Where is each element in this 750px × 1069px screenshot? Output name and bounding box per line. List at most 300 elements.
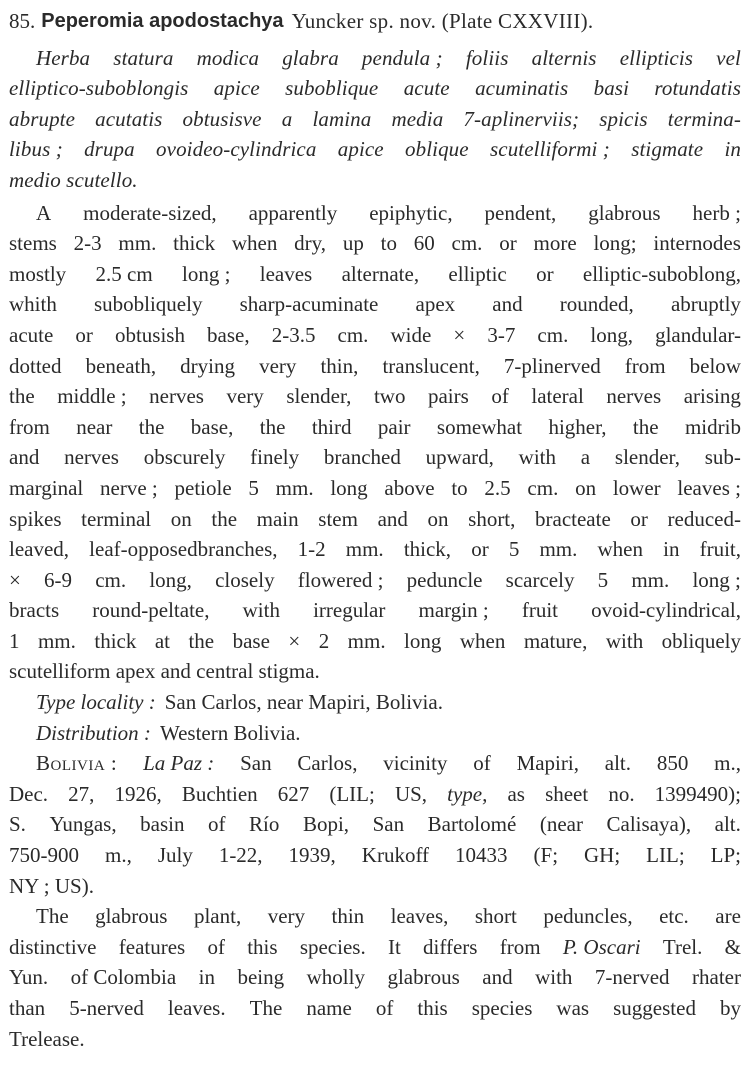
- word: 2: [318, 628, 330, 653]
- species-heading: [9, 6, 741, 37]
- word: lateral: [531, 384, 584, 409]
- word: The: [36, 904, 69, 929]
- word: name: [306, 996, 352, 1020]
- word: herb ;: [692, 200, 741, 225]
- word: pendent,: [484, 200, 557, 225]
- word: San: [240, 751, 272, 776]
- word: scarcely: [505, 567, 575, 592]
- type-locality-label: Type locality :: [36, 690, 156, 715]
- word: apice: [213, 76, 260, 101]
- word: libus ;: [9, 137, 63, 162]
- word: bracteate: [535, 506, 611, 531]
- word: this: [417, 996, 448, 1020]
- word: mostly: [9, 261, 67, 286]
- word: elliptic-suboblong,: [582, 261, 741, 286]
- word: 27,: [68, 781, 95, 806]
- word: by: [719, 996, 741, 1020]
- word: Krukoff: [361, 843, 430, 868]
- word: features: [118, 934, 186, 959]
- word: mm.: [37, 628, 76, 653]
- word: Yungas,: [49, 812, 117, 837]
- description-line: [9, 381, 741, 412]
- word: a: [281, 106, 293, 131]
- word: midrib: [684, 414, 741, 439]
- word: 750-900: [9, 843, 79, 868]
- word: leaves: [259, 261, 313, 286]
- word: mm.: [345, 537, 384, 562]
- word: alt.: [604, 751, 632, 776]
- word: differs: [423, 934, 478, 959]
- word: stigmate: [631, 137, 704, 162]
- diagnosis-line: [9, 134, 741, 165]
- word: mm.: [539, 537, 578, 562]
- word: base,: [207, 322, 250, 347]
- word: than: [9, 996, 46, 1020]
- word: in: [724, 137, 741, 162]
- english-description: [9, 198, 741, 688]
- word: ×: [9, 567, 21, 592]
- word: terminal: [81, 506, 152, 531]
- word: S.: [9, 812, 26, 837]
- word: petiole: [174, 475, 232, 500]
- word: with: [535, 965, 573, 990]
- word: epiphytic,: [369, 200, 453, 225]
- word: LIL;: [646, 843, 685, 868]
- word: or: [75, 322, 93, 347]
- word: cm.: [527, 475, 559, 500]
- word: fruit,: [699, 537, 741, 562]
- word: drupa: [84, 137, 135, 162]
- word: 10433: [455, 843, 508, 868]
- word: fruit: [521, 598, 558, 623]
- word: 5: [597, 567, 609, 592]
- word: species: [471, 996, 533, 1020]
- word: moderate-sized,: [83, 200, 217, 225]
- word: spikes: [9, 506, 62, 531]
- discussion-line: [9, 1024, 741, 1055]
- word: leaves ;: [677, 475, 741, 500]
- word: GH;: [584, 843, 621, 868]
- word: or: [536, 261, 554, 286]
- word: long ;: [182, 261, 231, 286]
- word: translucent,: [382, 353, 480, 378]
- word: with: [605, 628, 644, 653]
- word: leaved,: [9, 537, 70, 562]
- word: Trel.: [662, 934, 703, 959]
- word: base: [232, 628, 270, 653]
- word: obscurely: [143, 445, 226, 470]
- species-authority: Yuncker sp. nov. (Plate CXXVIII).: [291, 9, 594, 33]
- word: 2.5 cm: [95, 261, 153, 286]
- word: Dec.: [9, 781, 49, 806]
- word: was: [556, 996, 590, 1020]
- specimen-herbaria: NY ; US).: [9, 873, 94, 898]
- word: with: [242, 598, 280, 623]
- word: higher,: [548, 414, 607, 439]
- word: oblique: [405, 137, 469, 162]
- word: ×: [453, 322, 466, 347]
- word: alternate,: [341, 261, 420, 286]
- word: Calisaya),: [606, 812, 692, 837]
- word: when: [597, 537, 643, 562]
- word: above: [384, 475, 435, 500]
- description-line: [9, 656, 741, 687]
- word: a: [580, 445, 591, 470]
- word: slender,: [614, 445, 680, 470]
- word: alternis: [531, 45, 597, 70]
- word: suboblique: [285, 76, 379, 101]
- word: or: [499, 231, 517, 256]
- word: mm.: [347, 628, 386, 653]
- word: m.,: [104, 843, 132, 868]
- specimens-cited: [9, 748, 741, 901]
- word: short: [474, 904, 517, 929]
- word: scutelliform apex and central stigma.: [9, 659, 320, 684]
- word: sheet: [545, 781, 589, 806]
- word: long: [330, 475, 368, 500]
- description-line: [9, 595, 741, 626]
- word: peduncles,: [543, 904, 633, 929]
- word: statura: [113, 45, 174, 70]
- word: 627: [277, 781, 310, 806]
- word: sub-: [704, 445, 741, 470]
- word: whith: [9, 292, 57, 317]
- word: 1-22,: [218, 843, 263, 868]
- compared-taxon: P. Oscari: [562, 934, 641, 959]
- word: upward,: [425, 445, 494, 470]
- word: (near: [539, 812, 583, 837]
- word: thin: [331, 904, 365, 929]
- word: 5: [508, 537, 520, 562]
- word: the: [632, 414, 659, 439]
- word: near: [76, 414, 113, 439]
- word: somewhat: [436, 414, 523, 439]
- word: acutatis: [95, 106, 163, 131]
- word: and: [492, 292, 523, 317]
- word: flowered ;: [297, 567, 384, 592]
- word: rhater: [692, 965, 741, 990]
- word: short,: [468, 506, 516, 531]
- word: stem: [318, 506, 358, 531]
- word: The: [249, 996, 283, 1020]
- word: 7-nerved: [594, 965, 670, 990]
- description-line: [9, 626, 741, 657]
- word: alt.: [714, 812, 741, 837]
- word: sharp-acuminate: [239, 292, 379, 317]
- word: ×: [288, 628, 301, 653]
- word: 2.5: [484, 475, 511, 500]
- word: acute: [9, 322, 54, 347]
- word: or: [471, 537, 489, 562]
- word: long,: [590, 322, 633, 347]
- word: mature,: [523, 628, 588, 653]
- word: vicinity: [383, 751, 448, 776]
- word: elliptic: [448, 261, 507, 286]
- word: pair: [377, 414, 411, 439]
- word: no.: [608, 781, 635, 806]
- word: wholly: [306, 965, 365, 990]
- word: reduced-: [667, 506, 741, 531]
- word: medio scutello.: [9, 167, 138, 192]
- word: media: [391, 106, 444, 131]
- word: abrupte: [9, 106, 76, 131]
- word: Carlos,: [297, 751, 358, 776]
- word: finely: [250, 445, 300, 470]
- description-line: [9, 228, 741, 259]
- word: very: [267, 904, 306, 929]
- word: in: [663, 537, 680, 562]
- word: being: [237, 965, 285, 990]
- word: mm.: [631, 567, 670, 592]
- word: 7-plinerved: [503, 353, 601, 378]
- word: scutelliformi ;: [490, 137, 610, 162]
- word: distinctive: [9, 934, 97, 959]
- word: US,: [394, 781, 428, 806]
- word: base,: [190, 414, 234, 439]
- discussion-end: Trelease.: [9, 1026, 85, 1051]
- diagnosis-line: [9, 43, 741, 74]
- word: 3-7: [487, 322, 516, 347]
- word: on: [170, 506, 192, 531]
- word: of Colombia: [70, 965, 177, 990]
- word: Herba: [36, 45, 91, 70]
- word: irregular: [313, 598, 386, 623]
- description-line: [9, 534, 741, 565]
- word: bracts: [9, 598, 60, 623]
- word: the: [138, 414, 165, 439]
- word: thick: [173, 231, 216, 256]
- word: 60: [413, 231, 435, 256]
- description-line: [9, 259, 741, 290]
- word: third: [311, 414, 352, 439]
- word: cm.: [451, 231, 483, 256]
- discussion-line: [9, 962, 741, 993]
- word: branched: [323, 445, 401, 470]
- word: 1399490);: [654, 781, 741, 806]
- word: It: [387, 934, 401, 959]
- word: obtusisve: [182, 106, 262, 131]
- word: are: [715, 904, 741, 929]
- word: thick,: [403, 537, 452, 562]
- word: elliptico-suboblongis: [9, 76, 189, 101]
- type-locality: [9, 687, 741, 718]
- word: up: [342, 231, 364, 256]
- word: Buchtien: [181, 781, 258, 806]
- word: as: [507, 781, 525, 806]
- word: nerves: [149, 384, 204, 409]
- word: obliquely: [661, 628, 741, 653]
- word: ovoideo-cylindrica: [156, 137, 317, 162]
- word: 5: [248, 475, 259, 500]
- word: arising: [683, 384, 741, 409]
- specimen-line: [9, 840, 741, 871]
- word: and: [9, 445, 40, 470]
- word: foliis: [465, 45, 509, 70]
- specimen-line: [9, 779, 741, 810]
- word: long;: [593, 231, 637, 256]
- word: pairs: [427, 384, 469, 409]
- word: vel: [716, 45, 741, 70]
- word: stems: [9, 231, 57, 256]
- word: suggested: [613, 996, 696, 1020]
- word: rounded,: [559, 292, 634, 317]
- word: nerves: [64, 445, 119, 470]
- word: main: [256, 506, 299, 531]
- word: mm.: [275, 475, 314, 500]
- word: below: [689, 353, 741, 378]
- word: long,: [149, 567, 192, 592]
- word: 5-nerved: [69, 996, 144, 1020]
- word: to: [451, 475, 468, 500]
- word: basi: [593, 76, 630, 101]
- word: on: [575, 475, 597, 500]
- word: middle ;: [57, 384, 127, 409]
- word: 850: [656, 751, 689, 776]
- word: glabra: [282, 45, 339, 70]
- word: internodes: [653, 231, 741, 256]
- latin-diagnosis: [9, 43, 741, 196]
- word: modica: [196, 45, 260, 70]
- word: margin ;: [418, 598, 489, 623]
- specimen-line: [9, 809, 741, 840]
- word: July: [157, 843, 193, 868]
- description-line: [9, 565, 741, 596]
- word: glabrous: [588, 200, 661, 225]
- word: apparently: [248, 200, 338, 225]
- distribution-label: Distribution :: [36, 720, 151, 745]
- word: closely: [215, 567, 275, 592]
- word: plant,: [193, 904, 242, 929]
- department-label: La Paz :: [143, 751, 215, 776]
- word: &: [724, 934, 741, 959]
- word: of: [473, 751, 491, 776]
- word: Yun.: [9, 965, 49, 990]
- word: the: [188, 628, 215, 653]
- discussion: [9, 901, 741, 1054]
- discussion-line: [9, 993, 741, 1024]
- word: m.,: [714, 751, 741, 776]
- word: LP;: [710, 843, 741, 868]
- word: 7-aplinerviis;: [463, 106, 580, 131]
- description-line: [9, 289, 741, 320]
- word: species.: [299, 934, 366, 959]
- word: long ;: [692, 567, 741, 592]
- word: A: [36, 200, 52, 225]
- word: in: [198, 965, 215, 990]
- word: apice: [337, 137, 384, 162]
- word: leaf-opposedbranches,: [89, 537, 278, 562]
- word: abruptly: [670, 292, 741, 317]
- species-name: Peperomia apodostachya: [41, 10, 284, 32]
- word: acuminatis: [475, 76, 569, 101]
- word: of: [491, 384, 509, 409]
- word: pendula ;: [361, 45, 443, 70]
- specimen-line: [9, 748, 741, 779]
- word: two: [373, 384, 406, 409]
- word: of: [208, 812, 226, 837]
- word: basin: [140, 812, 185, 837]
- word: cm.: [95, 567, 127, 592]
- word: from: [624, 353, 666, 378]
- word: nerves: [606, 384, 662, 409]
- word: lamina: [312, 106, 372, 131]
- word: long: [404, 628, 442, 653]
- word: slender,: [286, 384, 352, 409]
- specimen-line: [9, 871, 741, 902]
- country-label: Bolivia :: [36, 751, 118, 776]
- description-line: [9, 504, 741, 535]
- word: ellipticis: [619, 45, 694, 70]
- word: ovoid-cylindrical,: [591, 598, 741, 623]
- description-line: [9, 198, 741, 229]
- word: (F;: [533, 843, 559, 868]
- word: 2-3: [73, 231, 102, 256]
- word: wide: [390, 322, 432, 347]
- word: glabrous: [387, 965, 460, 990]
- word: glabrous: [95, 904, 168, 929]
- discussion-line: [9, 901, 741, 932]
- description-line: [9, 412, 741, 443]
- word: and: [482, 965, 513, 990]
- diagnosis-line: [9, 165, 741, 196]
- word: when: [231, 231, 278, 256]
- description-line: [9, 442, 741, 473]
- word: acute: [403, 76, 450, 101]
- word: of: [207, 934, 225, 959]
- word: from: [9, 414, 50, 439]
- word: Bopi,: [302, 812, 350, 837]
- word: leaves.: [167, 996, 226, 1020]
- word: subobliquely: [93, 292, 203, 317]
- word: spicis: [599, 106, 648, 131]
- distribution: [9, 718, 741, 749]
- type-designation: type,: [447, 781, 488, 806]
- word: rotundatis: [654, 76, 741, 101]
- word: termina-: [667, 106, 741, 131]
- word: 1-2: [297, 537, 326, 562]
- word: marginal: [9, 475, 84, 500]
- word: lower: [612, 475, 661, 500]
- word: leaves,: [390, 904, 449, 929]
- word: to: [380, 231, 397, 256]
- word: Río: [249, 812, 280, 837]
- distribution-value: Western Bolivia.: [159, 720, 301, 745]
- word: nerve ;: [100, 475, 158, 500]
- word: very: [259, 353, 297, 378]
- word: beneath,: [85, 353, 157, 378]
- word: drying: [180, 353, 235, 378]
- word: obtusish: [114, 322, 185, 347]
- diagnosis-line: [9, 104, 741, 135]
- word: 1939,: [288, 843, 336, 868]
- word: San: [372, 812, 405, 837]
- species-number: 85.: [9, 9, 36, 33]
- word: or: [630, 506, 648, 531]
- word: the: [211, 506, 238, 531]
- description-line: [9, 351, 741, 382]
- word: etc.: [659, 904, 689, 929]
- diagnosis-line: [9, 73, 741, 104]
- word: apex: [415, 292, 456, 317]
- description-line: [9, 320, 741, 351]
- word: cm.: [537, 322, 569, 347]
- word: Mapiri,: [516, 751, 579, 776]
- word: from: [499, 934, 541, 959]
- word: peduncle: [406, 567, 483, 592]
- word: of: [375, 996, 394, 1020]
- word: the: [9, 384, 35, 409]
- word: on: [427, 506, 449, 531]
